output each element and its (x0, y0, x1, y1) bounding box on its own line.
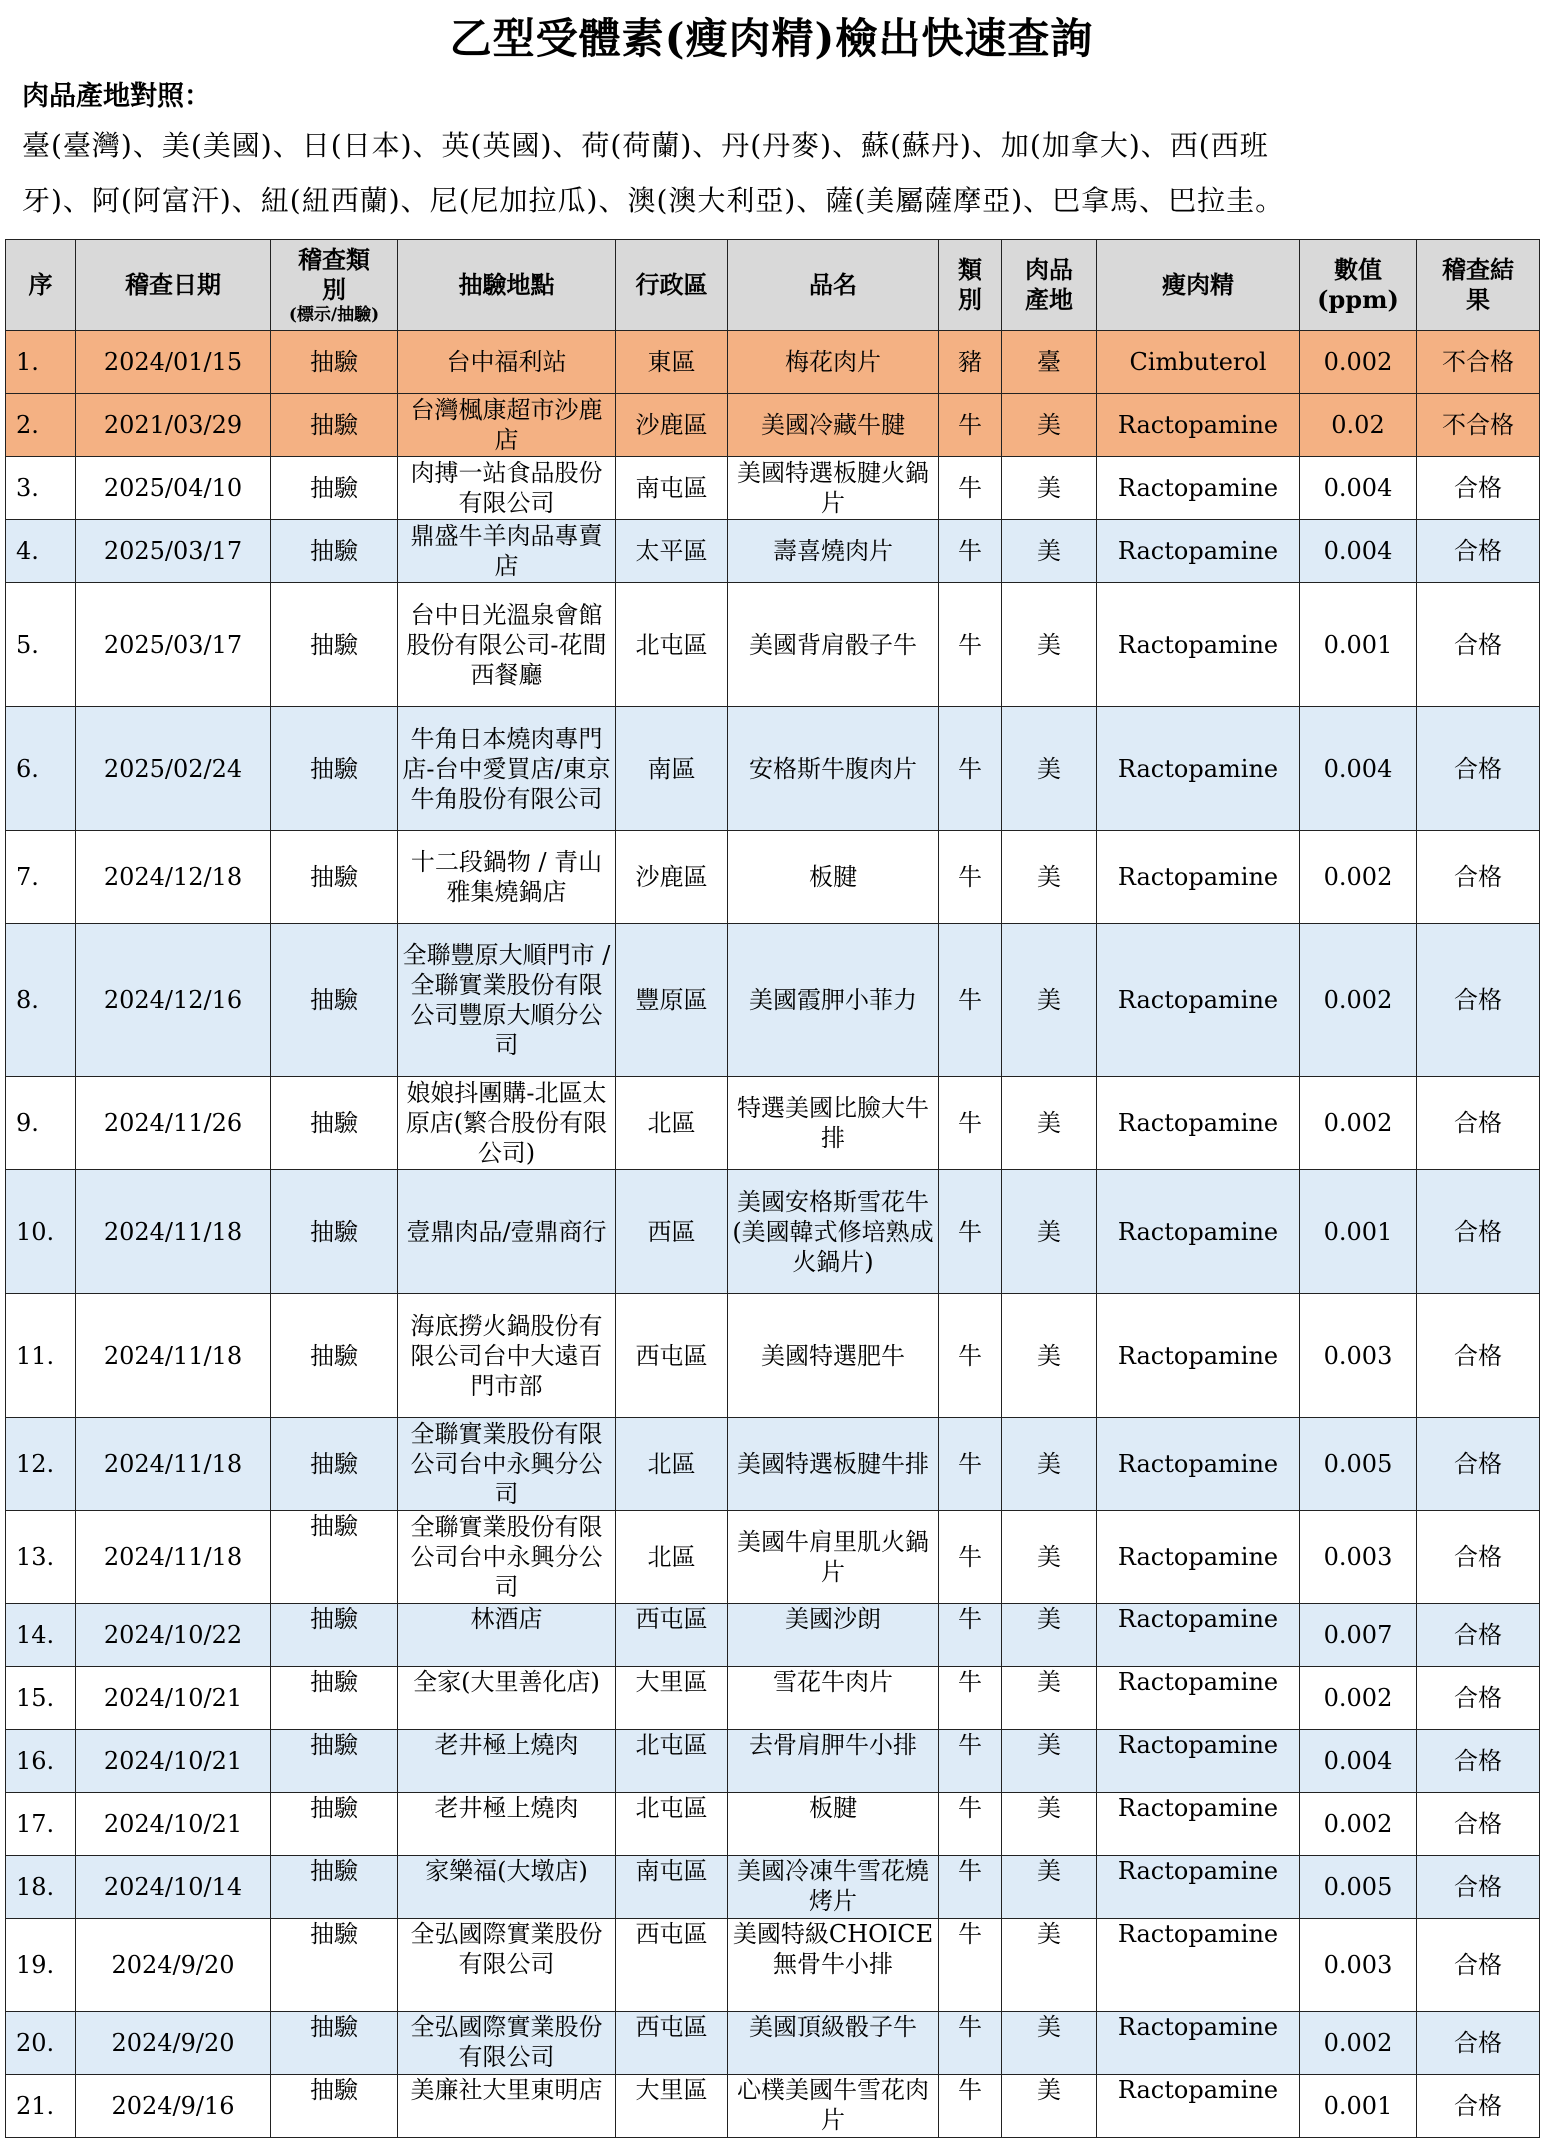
table-row (6, 1418, 1540, 1511)
header-origin (1002, 240, 1097, 331)
cell-district: 南屯區 (616, 1856, 728, 1919)
cell-location: 全聯實業股份有限公司台中永興分公司 (398, 1511, 616, 1604)
cell-seq: 2. (6, 394, 76, 457)
table-row (6, 1856, 1540, 1919)
cell-seq: 16. (6, 1730, 76, 1793)
table-header-row (6, 240, 1540, 331)
cell-date: 2024/11/18 (76, 1418, 271, 1511)
cell-product: 梅花肉片 (728, 331, 939, 394)
cell-drug: Ractopamine (1097, 707, 1300, 831)
cell-seq: 17. (6, 1793, 76, 1856)
cell-type: 牛 (939, 1294, 1002, 1418)
cell-result: 合格 (1417, 1730, 1540, 1793)
origin-legend-line-1: 臺(臺灣)、美(美國)、日(日本)、英(英國)、荷(荷蘭)、丹(丹麥)、蘇(蘇丹)、加(加拿大)、西(西班 (22, 129, 1269, 162)
cell-category: 抽驗 (271, 2075, 398, 2138)
cell-seq: 7. (6, 831, 76, 924)
cell-category: 抽驗 (271, 831, 398, 924)
cell-district: 南區 (616, 707, 728, 831)
cell-drug: Ractopamine (1097, 1604, 1300, 1667)
cell-result: 合格 (1417, 1793, 1540, 1856)
cell-category: 抽驗 (271, 924, 398, 1077)
cell-district: 北區 (616, 1418, 728, 1511)
cell-date: 2025/02/24 (76, 707, 271, 831)
cell-result: 合格 (1417, 1919, 1540, 2012)
cell-drug: Ractopamine (1097, 2012, 1300, 2075)
cell-result: 合格 (1417, 707, 1540, 831)
cell-district: 東區 (616, 331, 728, 394)
cell-product: 心樸美國牛雪花肉片 (728, 2075, 939, 2138)
cell-district: 西屯區 (616, 1294, 728, 1418)
table-row (6, 1294, 1540, 1418)
cell-product: 特選美國比臉大牛排 (728, 1077, 939, 1170)
cell-location: 全家(大里善化店) (398, 1667, 616, 1730)
table-row (6, 394, 1540, 457)
cell-date: 2024/9/20 (76, 2012, 271, 2075)
origin-legend (22, 118, 1522, 228)
cell-district: 南屯區 (616, 457, 728, 520)
cell-date: 2024/11/18 (76, 1511, 271, 1604)
header-date: 稽查日期 (76, 240, 271, 331)
cell-location: 娘娘抖團購-北區太原店(繁合股份有限公司) (398, 1077, 616, 1170)
origin-legend-line-2: 牙)、阿(阿富汗)、紐(紐西蘭)、尼(尼加拉瓜)、澳(澳大利亞)、薩(美屬薩摩亞)、巴拿馬、巴拉圭。 (22, 184, 1285, 217)
cell-category: 抽驗 (271, 394, 398, 457)
cell-seq: 11. (6, 1294, 76, 1418)
cell-date: 2024/01/15 (76, 331, 271, 394)
cell-drug: Ractopamine (1097, 1077, 1300, 1170)
cell-drug: Ractopamine (1097, 1418, 1300, 1511)
cell-drug: Ractopamine (1097, 1919, 1300, 2012)
header-drug: 瘦肉精 (1097, 240, 1300, 331)
cell-result: 合格 (1417, 583, 1540, 707)
cell-value: 0.001 (1300, 583, 1417, 707)
cell-origin: 美 (1002, 520, 1097, 583)
cell-seq: 18. (6, 1856, 76, 1919)
cell-district: 沙鹿區 (616, 394, 728, 457)
cell-drug: Ractopamine (1097, 924, 1300, 1077)
header-type-line1: 類 (958, 255, 982, 284)
cell-drug: Ractopamine (1097, 457, 1300, 520)
cell-seq: 14. (6, 1604, 76, 1667)
table-row (6, 1667, 1540, 1730)
cell-value: 0.004 (1300, 457, 1417, 520)
cell-value: 0.005 (1300, 1418, 1417, 1511)
cell-origin: 美 (1002, 1604, 1097, 1667)
cell-category: 抽驗 (271, 1730, 398, 1793)
cell-value: 0.001 (1300, 2075, 1417, 2138)
cell-location: 家樂福(大墩店) (398, 1856, 616, 1919)
cell-date: 2021/03/29 (76, 394, 271, 457)
cell-value: 0.002 (1300, 1077, 1417, 1170)
cell-date: 2024/11/18 (76, 1294, 271, 1418)
cell-category: 抽驗 (271, 1856, 398, 1919)
table-row (6, 1604, 1540, 1667)
table-row (6, 2075, 1540, 2138)
header-result (1417, 240, 1540, 331)
cell-type: 牛 (939, 394, 1002, 457)
header-result-line2: 果 (1466, 285, 1490, 314)
cell-result: 合格 (1417, 1170, 1540, 1294)
table-row (6, 1793, 1540, 1856)
cell-district: 北屯區 (616, 1793, 728, 1856)
inspection-table (5, 239, 1540, 2138)
cell-seq: 19. (6, 1919, 76, 2012)
cell-category: 抽驗 (271, 1418, 398, 1511)
cell-product: 美國特選板腱牛排 (728, 1418, 939, 1511)
cell-product: 美國冷凍牛雪花燒烤片 (728, 1856, 939, 1919)
cell-result: 合格 (1417, 2075, 1540, 2138)
table-row (6, 520, 1540, 583)
cell-district: 太平區 (616, 520, 728, 583)
cell-district: 大里區 (616, 2075, 728, 2138)
cell-drug: Ractopamine (1097, 1730, 1300, 1793)
cell-category: 抽驗 (271, 1077, 398, 1170)
cell-location: 台灣楓康超市沙鹿店 (398, 394, 616, 457)
cell-value: 0.002 (1300, 924, 1417, 1077)
cell-district: 北屯區 (616, 583, 728, 707)
cell-type: 牛 (939, 831, 1002, 924)
cell-product: 美國頂級骰子牛 (728, 2012, 939, 2075)
cell-result: 合格 (1417, 1511, 1540, 1604)
cell-date: 2024/10/14 (76, 1856, 271, 1919)
cell-drug: Ractopamine (1097, 831, 1300, 924)
cell-date: 2024/10/22 (76, 1604, 271, 1667)
cell-product: 雪花牛肉片 (728, 1667, 939, 1730)
cell-drug: Ractopamine (1097, 583, 1300, 707)
header-product: 品名 (728, 240, 939, 331)
cell-type: 牛 (939, 1077, 1002, 1170)
cell-value: 0.007 (1300, 1604, 1417, 1667)
cell-origin: 美 (1002, 1511, 1097, 1604)
cell-type: 牛 (939, 1793, 1002, 1856)
cell-seq: 10. (6, 1170, 76, 1294)
cell-origin: 美 (1002, 707, 1097, 831)
cell-date: 2024/9/16 (76, 2075, 271, 2138)
table-row (6, 331, 1540, 394)
cell-drug: Ractopamine (1097, 1856, 1300, 1919)
cell-district: 北區 (616, 1077, 728, 1170)
cell-value: 0.003 (1300, 1919, 1417, 2012)
cell-seq: 8. (6, 924, 76, 1077)
cell-seq: 15. (6, 1667, 76, 1730)
cell-district: 北屯區 (616, 1730, 728, 1793)
cell-product: 美國特選板腱火鍋片 (728, 457, 939, 520)
cell-category: 抽驗 (271, 1919, 398, 2012)
cell-drug: Ractopamine (1097, 2075, 1300, 2138)
cell-seq: 20. (6, 2012, 76, 2075)
cell-value: 0.002 (1300, 2012, 1417, 2075)
table-row (6, 1730, 1540, 1793)
cell-category: 抽驗 (271, 1170, 398, 1294)
cell-value: 0.004 (1300, 707, 1417, 831)
cell-location: 林酒店 (398, 1604, 616, 1667)
cell-type: 牛 (939, 1170, 1002, 1294)
cell-date: 2024/11/26 (76, 1077, 271, 1170)
table-row (6, 1170, 1540, 1294)
cell-result: 合格 (1417, 1856, 1540, 1919)
cell-type: 牛 (939, 1856, 1002, 1919)
cell-drug: Ractopamine (1097, 1511, 1300, 1604)
cell-location: 美廉社大里東明店 (398, 2075, 616, 2138)
cell-drug: Ractopamine (1097, 1667, 1300, 1730)
cell-product: 去骨肩胛牛小排 (728, 1730, 939, 1793)
cell-date: 2024/11/18 (76, 1170, 271, 1294)
cell-product: 板腱 (728, 1793, 939, 1856)
cell-origin: 美 (1002, 1793, 1097, 1856)
origin-legend-heading: 肉品產地對照： (22, 81, 211, 112)
cell-origin: 美 (1002, 457, 1097, 520)
cell-origin: 美 (1002, 394, 1097, 457)
cell-origin: 美 (1002, 2012, 1097, 2075)
cell-value: 0.004 (1300, 1730, 1417, 1793)
cell-district: 西屯區 (616, 1604, 728, 1667)
cell-location: 壹鼎肉品/壹鼎商行 (398, 1170, 616, 1294)
cell-origin: 美 (1002, 1919, 1097, 2012)
cell-origin: 美 (1002, 1170, 1097, 1294)
cell-product: 美國沙朗 (728, 1604, 939, 1667)
cell-origin: 美 (1002, 583, 1097, 707)
cell-product: 美國特選肥牛 (728, 1294, 939, 1418)
cell-result: 合格 (1417, 457, 1540, 520)
cell-type: 牛 (939, 924, 1002, 1077)
cell-value: 0.003 (1300, 1511, 1417, 1604)
cell-category: 抽驗 (271, 583, 398, 707)
table-row (6, 1511, 1540, 1604)
cell-category: 抽驗 (271, 707, 398, 831)
cell-location: 全聯實業股份有限公司台中永興分公司 (398, 1418, 616, 1511)
cell-seq: 5. (6, 583, 76, 707)
cell-location: 台中福利站 (398, 331, 616, 394)
table-row (6, 2012, 1540, 2075)
cell-date: 2025/03/17 (76, 583, 271, 707)
cell-result: 合格 (1417, 1667, 1540, 1730)
cell-date: 2024/12/16 (76, 924, 271, 1077)
cell-value: 0.004 (1300, 520, 1417, 583)
cell-value: 0.003 (1300, 1294, 1417, 1418)
cell-origin: 美 (1002, 831, 1097, 924)
cell-type: 牛 (939, 1418, 1002, 1511)
cell-result: 合格 (1417, 924, 1540, 1077)
cell-district: 豐原區 (616, 924, 728, 1077)
cell-location: 全聯豐原大順門市 / 全聯實業股份有限公司豐原大順分公司 (398, 924, 616, 1077)
table-row (6, 831, 1540, 924)
cell-product: 美國特級CHOICE無骨牛小排 (728, 1919, 939, 2012)
cell-type: 牛 (939, 2012, 1002, 2075)
cell-type: 牛 (939, 1667, 1002, 1730)
cell-result: 合格 (1417, 1294, 1540, 1418)
cell-district: 西屯區 (616, 1919, 728, 2012)
cell-product: 美國冷藏牛腱 (728, 394, 939, 457)
cell-result: 不合格 (1417, 394, 1540, 457)
header-type-line2: 別 (958, 285, 982, 314)
cell-drug: Ractopamine (1097, 1294, 1300, 1418)
cell-product: 板腱 (728, 831, 939, 924)
cell-type: 牛 (939, 457, 1002, 520)
cell-seq: 13. (6, 1511, 76, 1604)
cell-location: 老井極上燒肉 (398, 1793, 616, 1856)
cell-type: 牛 (939, 1604, 1002, 1667)
cell-result: 合格 (1417, 831, 1540, 924)
cell-value: 0.02 (1300, 394, 1417, 457)
cell-category: 抽驗 (271, 457, 398, 520)
header-category-line2: 別 (322, 275, 346, 304)
cell-district: 北區 (616, 1511, 728, 1604)
header-value (1300, 240, 1417, 331)
header-category-line1: 稽查類 (298, 245, 370, 274)
cell-drug: Cimbuterol (1097, 331, 1300, 394)
cell-origin: 美 (1002, 1667, 1097, 1730)
cell-value: 0.002 (1300, 1667, 1417, 1730)
cell-type: 牛 (939, 520, 1002, 583)
cell-result: 不合格 (1417, 331, 1540, 394)
cell-value: 0.002 (1300, 331, 1417, 394)
header-seq: 序 (6, 240, 76, 331)
cell-location: 鼎盛牛羊肉品專賣店 (398, 520, 616, 583)
cell-location: 海底撈火鍋股份有限公司台中大遠百門市部 (398, 1294, 616, 1418)
table-row (6, 1077, 1540, 1170)
cell-product: 壽喜燒肉片 (728, 520, 939, 583)
cell-drug: Ractopamine (1097, 520, 1300, 583)
cell-location: 十二段鍋物 / 青山雅集燒鍋店 (398, 831, 616, 924)
cell-product: 美國背肩骰子牛 (728, 583, 939, 707)
cell-district: 沙鹿區 (616, 831, 728, 924)
cell-location: 牛角日本燒肉專門店-台中愛買店/東京牛角股份有限公司 (398, 707, 616, 831)
cell-result: 合格 (1417, 1604, 1540, 1667)
cell-origin: 美 (1002, 1418, 1097, 1511)
cell-date: 2024/10/21 (76, 1667, 271, 1730)
cell-location: 全弘國際實業股份有限公司 (398, 2012, 616, 2075)
header-category-sub: (標示/抽驗) (288, 305, 380, 325)
cell-date: 2024/12/18 (76, 831, 271, 924)
cell-district: 大里區 (616, 1667, 728, 1730)
cell-location: 老井極上燒肉 (398, 1730, 616, 1793)
cell-drug: Ractopamine (1097, 394, 1300, 457)
cell-product: 美國牛肩里肌火鍋片 (728, 1511, 939, 1604)
cell-seq: 9. (6, 1077, 76, 1170)
header-result-line1: 稽查結 (1442, 255, 1514, 284)
cell-product: 安格斯牛腹肉片 (728, 707, 939, 831)
cell-value: 0.001 (1300, 1170, 1417, 1294)
cell-category: 抽驗 (271, 1604, 398, 1667)
cell-category: 抽驗 (271, 1793, 398, 1856)
cell-value: 0.005 (1300, 1856, 1417, 1919)
cell-location: 台中日光溫泉會館股份有限公司-花間西餐廳 (398, 583, 616, 707)
cell-category: 抽驗 (271, 520, 398, 583)
cell-seq: 21. (6, 2075, 76, 2138)
cell-date: 2025/04/10 (76, 457, 271, 520)
cell-category: 抽驗 (271, 1667, 398, 1730)
table-row (6, 457, 1540, 520)
cell-product: 美國霞胛小菲力 (728, 924, 939, 1077)
cell-type: 牛 (939, 1511, 1002, 1604)
cell-type: 牛 (939, 2075, 1002, 2138)
header-origin-line2: 產地 (1025, 285, 1073, 314)
page-title: 乙型受體素(瘦肉精)檢出快速查詢 (449, 14, 1094, 63)
header-value-line2: (ppm) (1317, 285, 1399, 314)
cell-result: 合格 (1417, 2012, 1540, 2075)
cell-seq: 6. (6, 707, 76, 831)
cell-result: 合格 (1417, 520, 1540, 583)
cell-category: 抽驗 (271, 1294, 398, 1418)
header-category (271, 240, 398, 331)
cell-category: 抽驗 (271, 2012, 398, 2075)
cell-location: 肉搏一站食品股份有限公司 (398, 457, 616, 520)
cell-type: 牛 (939, 583, 1002, 707)
cell-product: 美國安格斯雪花牛(美國韓式修培熟成火鍋片) (728, 1170, 939, 1294)
cell-district: 西屯區 (616, 2012, 728, 2075)
cell-origin: 美 (1002, 1294, 1097, 1418)
cell-result: 合格 (1417, 1077, 1540, 1170)
cell-value: 0.002 (1300, 1793, 1417, 1856)
table-row (6, 1919, 1540, 2012)
header-type (939, 240, 1002, 331)
cell-origin: 臺 (1002, 331, 1097, 394)
cell-value: 0.002 (1300, 831, 1417, 924)
header-district: 行政區 (616, 240, 728, 331)
cell-date: 2024/9/20 (76, 1919, 271, 2012)
table-row (6, 707, 1540, 831)
cell-seq: 4. (6, 520, 76, 583)
cell-date: 2025/03/17 (76, 520, 271, 583)
table-row (6, 924, 1540, 1077)
cell-seq: 3. (6, 457, 76, 520)
cell-district: 西區 (616, 1170, 728, 1294)
cell-location: 全弘國際實業股份有限公司 (398, 1919, 616, 2012)
cell-type: 牛 (939, 1919, 1002, 2012)
cell-seq: 1. (6, 331, 76, 394)
cell-date: 2024/10/21 (76, 1730, 271, 1793)
cell-origin: 美 (1002, 1077, 1097, 1170)
cell-type: 牛 (939, 1730, 1002, 1793)
header-origin-line1: 肉品 (1025, 255, 1073, 284)
cell-origin: 美 (1002, 924, 1097, 1077)
cell-type: 牛 (939, 707, 1002, 831)
cell-category: 抽驗 (271, 331, 398, 394)
cell-date: 2024/10/21 (76, 1793, 271, 1856)
cell-drug: Ractopamine (1097, 1170, 1300, 1294)
cell-category: 抽驗 (271, 1511, 398, 1604)
cell-origin: 美 (1002, 1730, 1097, 1793)
cell-origin: 美 (1002, 1856, 1097, 1919)
header-location: 抽驗地點 (398, 240, 616, 331)
cell-type: 豬 (939, 331, 1002, 394)
cell-seq: 12. (6, 1418, 76, 1511)
cell-result: 合格 (1417, 1418, 1540, 1511)
cell-origin: 美 (1002, 2075, 1097, 2138)
header-value-line1: 數值 (1334, 255, 1382, 284)
cell-drug: Ractopamine (1097, 1793, 1300, 1856)
table-row (6, 583, 1540, 707)
